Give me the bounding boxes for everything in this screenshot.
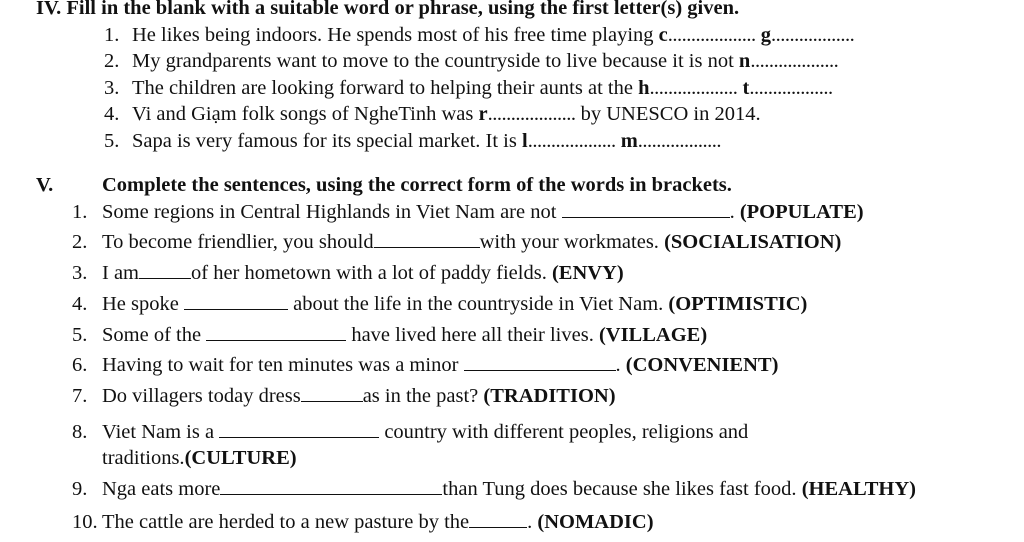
section-4-heading: IV. Fill in the blank with a suitable word or phrase, using the first letter(s) given.: [36, 0, 740, 19]
s5-item-6: 6. Having to wait for ten minutes was a minor . (CONVENIENT): [72, 354, 779, 376]
s5-item-5: 5. Some of the have lived here all their lives. (VILLAGE): [72, 324, 708, 346]
answer-blank[interactable]: [184, 293, 288, 310]
s4-item-4: 4. Vi and Giạm folk songs of NgheTinh was r................... by UNESCO in 2014.: [104, 103, 761, 125]
s5-item-3: 3. I am of her hometown with a lot of paddy fields. (ENVY): [72, 262, 624, 284]
section-5-roman: V.: [36, 174, 54, 196]
s5-item-1: 1. Some regions in Central Highlands in Viet Nam are not . (POPULATE): [72, 201, 864, 223]
answer-blank[interactable]: [220, 478, 442, 495]
s5-item-9: 9. Nga eats more than Tung does because she likes fast food. (HEALTHY): [72, 478, 916, 500]
section-5-heading: Complete the sentences, using the correct form of the words in brackets.: [102, 174, 732, 196]
answer-blank[interactable]: [469, 511, 527, 528]
s4-item-2: 2. My grandparents want to move to the countryside to live because it is not n...................: [104, 50, 839, 72]
s5-item-4: 4. He spoke about the life in the countryside in Viet Nam. (OPTIMISTIC): [72, 293, 808, 315]
s5-item-8: 8. Viet Nam is a country with different peoples, religions and: [72, 415, 748, 445]
s5-item-2: 2. To become friendlier, you should with your workmates. (SOCIALISATION): [72, 231, 842, 253]
answer-blank[interactable]: [562, 201, 730, 218]
s5-item-10: 10. The cattle are herded to a new pasture by the . (NOMADIC): [72, 511, 654, 533]
answer-blank[interactable]: [464, 354, 616, 371]
s4-item-1: 1. He likes being indoors. He spends most of his free time playing c................... g..................: [104, 24, 855, 46]
answer-blank[interactable]: [206, 324, 346, 341]
s4-item-3: 3. The children are looking forward to helping their aunts at the h................... t..................: [104, 77, 833, 99]
s4-item-5: 5. Sapa is very famous for its special market. It is l................... m..................: [104, 130, 722, 152]
answer-blank[interactable]: [219, 415, 379, 438]
answer-blank[interactable]: [374, 231, 480, 248]
s5-item-7: 7. Do villagers today dress as in the past? (TRADITION): [72, 385, 616, 407]
answer-blank[interactable]: [139, 262, 191, 279]
s5-item-8-continuation: traditions.(CULTURE): [102, 447, 297, 469]
answer-blank[interactable]: [301, 385, 363, 402]
